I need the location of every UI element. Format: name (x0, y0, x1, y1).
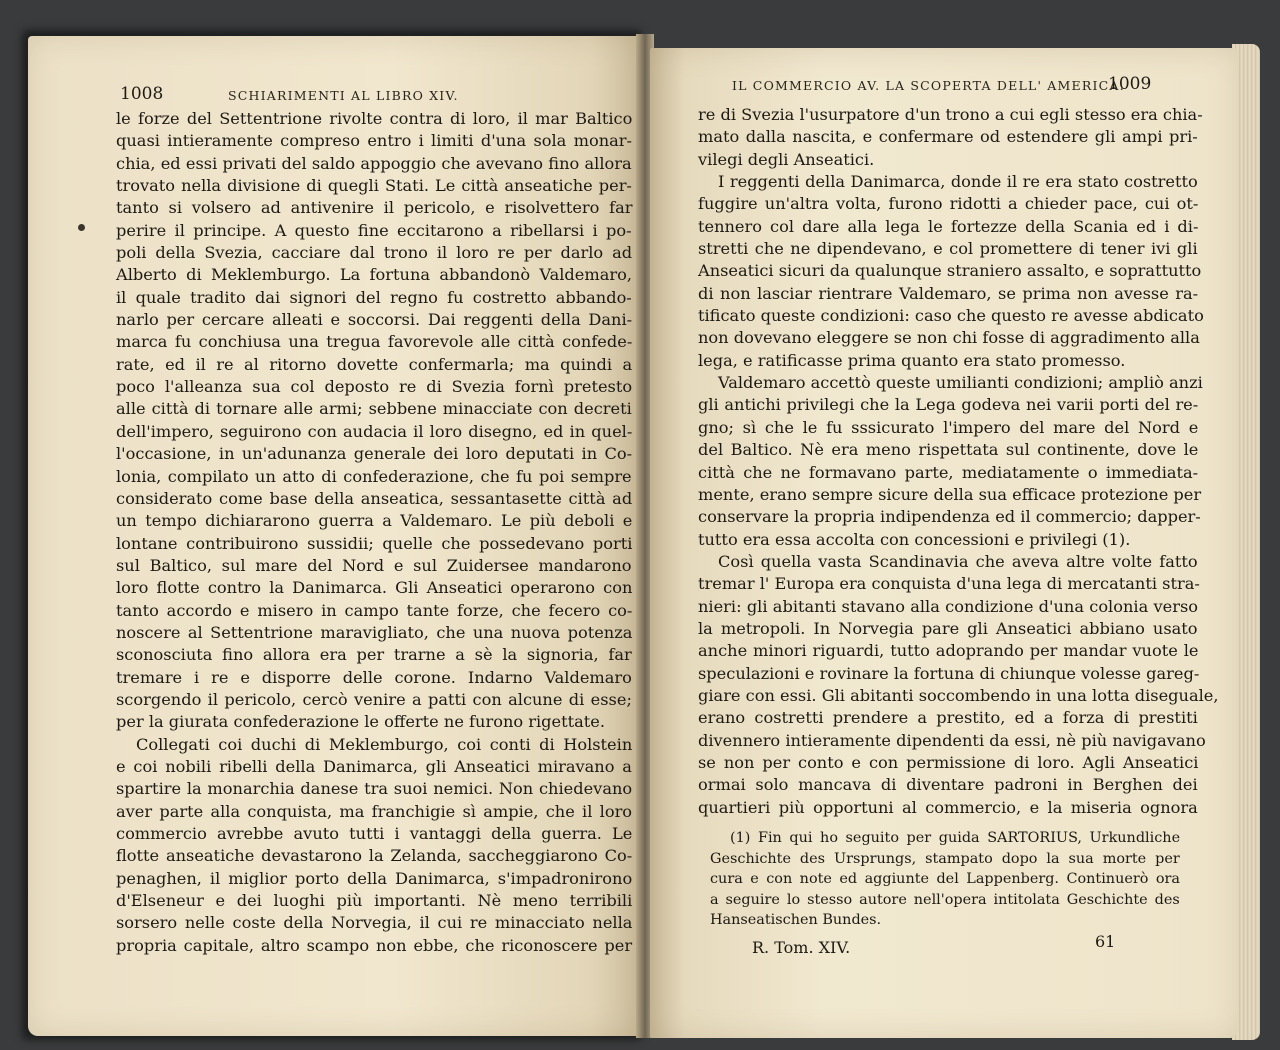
text-line: per la giurata confederazione le offerte ne furono rigettate. (116, 712, 606, 732)
ink-blot (78, 224, 85, 231)
text-line: narlo per cercare alleati e soccorsi. Dai reggenti della Dani- (116, 310, 633, 330)
text-line: e coi nobili ribelli della Danimarca, gli Anseatici miravano a (116, 756, 632, 776)
text-line: gno; sì che le fu sssicurato l'impero del mare del Nord e (698, 417, 1199, 437)
text-line: anche minori riguardi, tutto adoprando per mandar vuote le (698, 641, 1199, 661)
text-line: poco l'alleanza sua col deposto re di Svezia fornì pretesto (116, 377, 633, 397)
text-line: I reggenti della Danimarca, donde il re era stato costretto (718, 172, 1198, 192)
text-line: la metropoli. In Norvegia pare gli Anseatici abbiano usato (698, 618, 1198, 638)
text-line: loro flotte contro la Danimarca. Gli Anseatici operarono con (116, 578, 633, 598)
text-line: quartieri più opportuni al commercio, e la miseria ognora (698, 797, 1198, 817)
text-line: poli della Svezia, cacciare dal trono il loro re per darlo ad (116, 243, 633, 263)
text-line: propria capitale, altro scampo non ebbe, che riconoscere per (116, 935, 633, 955)
footnote-line: a seguire lo stesso autore nell'opera intitolata Geschichte des (710, 891, 1180, 908)
text-line: tremare i re e disporre delle corone. Indarno Valdemaro (116, 667, 632, 687)
text-line: re di Svezia l'usurpatore d'un trono a cui egli stesso era chia- (698, 105, 1203, 124)
text-line: noscere al Settentrione maravigliato, che una nuova potenza (116, 622, 633, 642)
text-line: marca fu conchiusa una tregua favorevole alle città confede- (116, 332, 633, 352)
text-line: rate, ed il re al ritorno dovette confermarla; ma quindi a (116, 354, 633, 374)
text-line: lega, e ratificasse prima quanto era stato promesso. (698, 350, 1126, 370)
footnote-line: Geschichte des Ursprungs, stampato dopo la sua morte per (710, 850, 1180, 867)
text-line: penaghen, il miglior porto della Danimarca, s'impadronirono (116, 868, 633, 888)
text-line: chia, ed essi privati del saldo appoggio che avevano fino allora (116, 153, 632, 173)
right-page-number: 1009 (1108, 74, 1152, 94)
text-line: tificato queste condizioni: caso che questo re avesse abdicato (698, 306, 1204, 326)
text-line: tutto era essa accolta con concessioni e privilegi (1). (698, 529, 1131, 549)
text-line: lontane contribuirono sussidii; quelle che possedevano porti (116, 533, 633, 553)
signature-number: 61 (1095, 932, 1116, 951)
text-line: Così quella vasta Scandinavia che aveva altre volte fatto (718, 551, 1198, 571)
text-line: stretti che ne dipendevano, e col promettere di tener ivi gli (698, 239, 1198, 259)
text-line: scorgendo il pericolo, cercò venire a patti con alcune di esse; (116, 689, 632, 709)
footnote-line: Hanseatischen Bundes. (710, 912, 882, 928)
text-line: il quale tradito dai signori del regno fu costretto abbando- (116, 287, 632, 307)
text-line: gli antichi privilegi che la Lega godeva nei varii porti del re- (698, 395, 1199, 415)
text-line: alle città di tornare alle armi; sebbene minacciate con decreti (116, 399, 632, 419)
text-line: tanto accordo e misero in campo tante forze, che fecero co- (116, 600, 633, 620)
text-line: lonia, compilato un atto di confederazione, che fu poi sempre (116, 466, 632, 486)
text-line: tennero col dare alla lega le fortezze della Scania ed i di- (698, 216, 1199, 236)
text-line: Alberto di Meklemburgo. La fortuna abbandonò Valdemaro, (116, 265, 632, 285)
footnote-line: cura e con note ed aggiunte del Lappenberg. Continuerò ora (710, 871, 1180, 887)
text-line: spartire la monarchia danese tra suoi nemici. Non chiedevano (116, 779, 633, 799)
text-line: giare con essi. Gli abitanti soccombendo in una lotta diseguale, (698, 685, 1219, 705)
text-line: Valdemaro accettò queste umilianti condizioni; ampliò anzi (718, 373, 1203, 393)
text-line: vilegi degli Anseatici. (698, 149, 875, 169)
text-line: del Baltico. Nè era meno rispettata sul continente, dove le (698, 440, 1199, 460)
text-line: nieri: gli abitanti stavano alla condizione d'una colonia verso (698, 596, 1199, 616)
text-line: speculazioni e rovinare la fortuna di chiunque volesse gareg- (698, 663, 1200, 683)
text-line: sul Baltico, sul mare del Nord e sul Zuidersee mandarono (116, 555, 632, 575)
left-page-number: 1008 (120, 84, 164, 104)
text-line: mente, erano sempre sicure della sua efficace protezione per (698, 484, 1202, 504)
text-line: erano costretti prendere a prestito, ed a forza di prestiti (698, 708, 1198, 728)
text-line: ormai solo mancava di diventare padroni in Berghen dei (698, 775, 1198, 795)
left-page (28, 36, 638, 1036)
text-line: divennero intieramente dipendenti da essi, nè più navigavano (698, 730, 1206, 750)
text-line: conservare la propria indipendenza ed il commercio; dapper- (698, 507, 1201, 527)
text-line: aver parte alla conquista, ma franchigie sì ampie, che il loro (116, 801, 633, 821)
text-line: tremar l' Europa era conquista d'una lega di mercatanti stra- (698, 574, 1200, 594)
right-running-head: IL COMMERCIO AV. LA SCOPERTA DELL' AMERICA. (732, 78, 1125, 93)
footnote-line: (1) Fin qui ho seguito per guida SARTORIUS, Urkundliche (730, 830, 1181, 846)
left-body-text (116, 108, 632, 957)
text-line: le forze del Settentrione rivolte contra di loro, il mar Baltico (116, 109, 633, 128)
left-running-head: SCHIARIMENTI AL LIBRO XIV. (228, 88, 459, 103)
text-line: sorsero nelle coste della Norvegia, il cui re minacciato nella (116, 913, 633, 933)
footnote (710, 828, 1180, 931)
right-page (650, 48, 1238, 1038)
text-line: un tempo dichiararono guerra a Valdemaro. Le più deboli e (116, 511, 633, 531)
text-line: dell'impero, seguirono con audacia il loro disegno, ed in quel- (116, 421, 633, 441)
signature-mark: R. Tom. XIV. (752, 938, 851, 957)
text-line: sconosciuta fino allora era per trarne a sè la signoria, far (116, 645, 632, 665)
text-line: fuggire un'altra volta, furono ridotti a chieder pace, cui ot- (698, 194, 1199, 214)
text-line: flotte anseatiche devastarono la Zelanda, saccheggiarono Co- (116, 846, 633, 866)
text-line: d'Elseneur e dei luoghi più importanti. Nè meno terribili (116, 891, 633, 911)
text-line: trovato nella divisione di quegli Stati. Le città anseatiche per- (116, 176, 632, 196)
text-line: perire il principe. A questo fine eccitarono a ribellarsi i po- (116, 220, 632, 240)
text-line: non dovevano eleggere se non chi fosse di aggradimento alla (698, 328, 1200, 348)
text-line: se non per conto e con permissione di loro. Agli Anseatici (698, 752, 1199, 772)
right-body-text (698, 104, 1219, 819)
text-line: città che ne formavano parte, mediatamente o immediata- (698, 462, 1199, 482)
text-line: Collegati coi duchi di Meklemburgo, coi conti di Holstein (136, 734, 633, 754)
text-line: l'occasione, in un'adunanza generale dei loro deputati in Co- (116, 444, 633, 464)
text-line: Anseatici sicuri da qualunque straniero assalto, e soprattutto (698, 261, 1202, 281)
text-line: quasi intieramente compreso entro i limiti d'una sola monar- (116, 131, 632, 151)
text-line: mato dalla nascita, e confermare od estendere gli ampi pri- (698, 127, 1198, 147)
text-line: di non lasciar rientrare Valdemaro, se prima non avesse ra- (698, 283, 1199, 303)
text-line: commercio avrebbe avuto tutti i vantaggi della guerra. Le (116, 824, 633, 843)
text-line: tanto si volsero ad antivenire il pericolo, e risolvettero far (116, 198, 633, 218)
text-line: considerato come base della anseatica, sessantasette città ad (116, 488, 633, 508)
